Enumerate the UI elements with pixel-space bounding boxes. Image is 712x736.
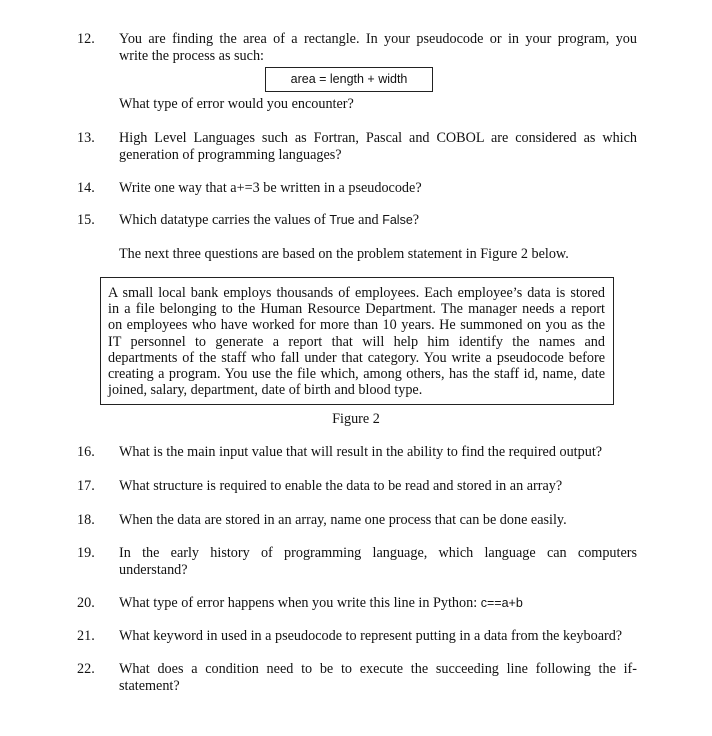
- question-number: 22.: [77, 661, 95, 677]
- question-number: 13.: [77, 130, 95, 146]
- question-number: 12.: [77, 31, 95, 47]
- code-snippet: c==a+b: [480, 596, 523, 610]
- question-number: 17.: [77, 478, 95, 494]
- question-text-part: and: [354, 212, 383, 228]
- question-text: [119, 31, 637, 65]
- figure-line: creating a program. You use the file which, among others, has the staff id, name, date: [108, 366, 605, 383]
- question-line: generation of programming languages?: [119, 147, 342, 163]
- question-text: [119, 661, 637, 695]
- question-text: [119, 212, 637, 229]
- figure-line: departments of the staff who fall under that category. You write a pseudocode before: [108, 349, 605, 366]
- intro-text: The next three questions are based on the problem statement in Figure 2 below.: [119, 246, 569, 262]
- question-text-part: Which datatype carries the values of: [119, 212, 330, 228]
- code-box: area = length + width: [265, 67, 433, 92]
- figure-line: IT personnel to generate a report that will help him identify the names and: [108, 333, 605, 350]
- question-number: 18.: [77, 512, 95, 528]
- question-line: In the early history of programming language, which language can computers: [119, 545, 637, 561]
- keyword-false: False: [382, 213, 413, 227]
- figure-line: A small local bank employs thousands of employees. Each employee’s data is stored: [108, 285, 605, 301]
- question-text: [119, 595, 637, 612]
- question-number: 20.: [77, 595, 95, 611]
- question-text: [119, 130, 637, 164]
- question-number: 16.: [77, 444, 95, 460]
- question-line: What does a condition need to be to execute the succeeding line following the if-: [119, 661, 637, 677]
- question-line: High Level Languages such as Fortran, Pascal and COBOL are considered as which: [119, 130, 637, 146]
- question-line: You are finding the area of a rectangle. In your pseudocode or in your program, you: [119, 31, 637, 47]
- figure-line: joined, salary, department, date of birth and blood type.: [108, 382, 423, 399]
- question-number: 21.: [77, 628, 95, 644]
- question-number: 15.: [77, 212, 95, 228]
- question-line: statement?: [119, 678, 180, 694]
- question-text: What is the main input value that will result in the ability to find the required output?: [119, 444, 603, 460]
- question-text: [119, 545, 637, 579]
- question-text: What structure is required to enable the data to be read and stored in an array?: [119, 478, 563, 494]
- question-text: What type of error would you encounter?: [119, 96, 354, 112]
- question-text: What keyword in used in a pseudocode to represent putting in a data from the keyboard?: [119, 628, 623, 644]
- question-line: write the process as such:: [119, 48, 264, 64]
- figure-caption: Figure 2: [332, 411, 380, 427]
- question-text: Write one way that a+=3 be written in a pseudocode?: [119, 180, 422, 196]
- figure-line: in a file belonging to the Human Resource Department. The manager needs a report: [108, 301, 605, 318]
- keyword-true: True: [329, 213, 355, 227]
- question-number: 14.: [77, 180, 95, 196]
- question-number: 19.: [77, 545, 95, 561]
- figure-2-box: [100, 277, 614, 405]
- question-line: understand?: [119, 562, 188, 578]
- figure-line: on employees who have worked for more than 10 years. He summoned on you as the: [108, 317, 605, 334]
- question-text-part: ?: [412, 212, 420, 228]
- question-text-part: What type of error happens when you write this line in Python:: [119, 595, 481, 611]
- question-text: When the data are stored in an array, name one process that can be done easily.: [119, 512, 567, 528]
